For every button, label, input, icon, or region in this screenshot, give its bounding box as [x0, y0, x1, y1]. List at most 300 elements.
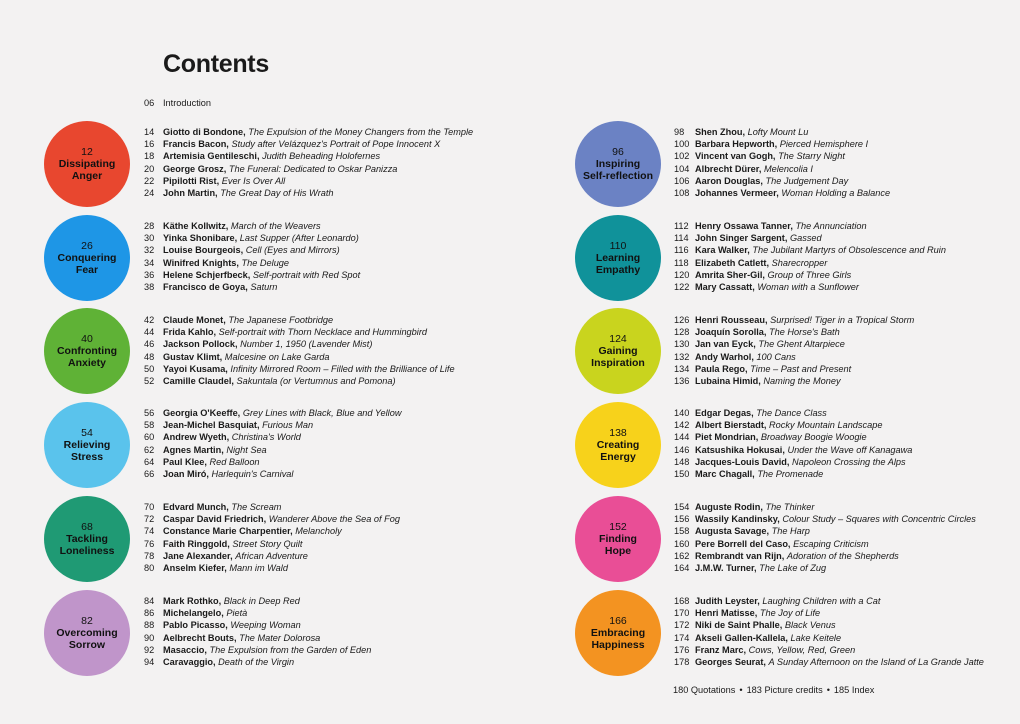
section-badge[interactable] — [575, 590, 661, 676]
section-title-line-1: Conquering — [57, 252, 117, 264]
entry-page-number: 102 — [674, 151, 690, 162]
contents-entry[interactable] — [144, 644, 371, 656]
entry-artist: Frida Kahlo, — [163, 327, 217, 338]
contents-entry[interactable] — [674, 595, 984, 607]
entry-artist: Henri Rousseau, — [695, 315, 768, 325]
entry-page-number: 168 — [674, 596, 690, 606]
contents-entry[interactable] — [674, 244, 946, 256]
entry-artist: Caspar David Friedrich, — [163, 514, 267, 525]
entry-artist: Helene Schjerfbeck, — [163, 269, 251, 280]
entry-artist: Caravaggio, — [163, 657, 216, 668]
contents-entry[interactable] — [144, 407, 401, 419]
contents-entry[interactable] — [144, 431, 401, 443]
entry-artwork-title: Woman with a Sunflower — [757, 282, 859, 293]
section-badge[interactable] — [44, 590, 130, 676]
entry-artwork-title: Cell (Eyes and Mirrors) — [245, 245, 340, 256]
entry-page-number: 76 — [144, 538, 155, 549]
entry-artwork-title: Gassed — [789, 233, 822, 244]
contents-entry[interactable] — [674, 338, 914, 350]
contents-entry[interactable] — [144, 513, 400, 525]
section-badge[interactable] — [575, 402, 661, 488]
contents-entry[interactable] — [674, 538, 976, 550]
contents-entry[interactable] — [144, 351, 455, 363]
entry-artist: Gustav Klimt, — [163, 351, 223, 362]
entry-page-number: 64 — [144, 456, 155, 467]
entry-artist: J.M.W. Turner, — [695, 563, 757, 574]
contents-entry[interactable] — [674, 431, 912, 443]
contents-entry[interactable] — [144, 244, 360, 256]
entry-page-number: 66 — [144, 469, 155, 480]
section-badge[interactable] — [575, 215, 661, 301]
section-page-number: 40 — [81, 333, 93, 345]
section-entry-list — [144, 595, 371, 668]
contents-entry[interactable] — [674, 363, 914, 375]
contents-entry[interactable] — [674, 175, 890, 187]
entry-page-number: 172 — [674, 620, 690, 631]
entry-page-number: 28 — [144, 221, 155, 231]
entry-page-number: 84 — [144, 596, 155, 606]
contents-entry[interactable] — [144, 363, 455, 375]
entry-artist: Lubaina Himid, — [695, 376, 761, 387]
entry-artwork-title: Under the Wave off Kanagawa — [787, 444, 913, 455]
entry-artist: Joaquín Sorolla, — [695, 327, 767, 338]
contents-entry[interactable] — [144, 525, 400, 537]
entry-artist: Mary Cassatt, — [695, 282, 755, 293]
entry-artist: John Singer Sargent, — [695, 233, 788, 244]
entry-artist: Anselm Kiefer, — [163, 563, 227, 574]
section-title-line-2: Anger — [71, 170, 103, 182]
entry-page-number: 88 — [144, 620, 155, 631]
contents-entry[interactable] — [144, 619, 371, 631]
contents-entry[interactable] — [674, 314, 914, 326]
contents-entry[interactable] — [144, 375, 455, 387]
entry-artwork-title: Group of Three Girls — [767, 269, 852, 280]
contents-entry[interactable] — [144, 338, 455, 350]
contents-entry[interactable] — [674, 126, 890, 138]
entry-page-number: 30 — [144, 233, 155, 244]
entry-artwork-title: Escaping Criticism — [793, 538, 869, 549]
entry-page-number: 46 — [144, 339, 155, 350]
contents-entry[interactable] — [674, 419, 912, 431]
entry-artist: Jackson Pollock, — [163, 339, 238, 350]
entry-artwork-title: Naming the Money — [763, 376, 841, 387]
entry-page-number: 148 — [674, 456, 690, 467]
contents-entry[interactable] — [674, 656, 984, 668]
entry-artwork-title: Pierced Hemisphere I — [779, 139, 869, 150]
section-title-line-1: Relieving — [63, 439, 111, 451]
contents-entry[interactable] — [144, 656, 371, 668]
section-title-line-1: Overcoming — [56, 627, 118, 639]
section-page-number: 110 — [609, 240, 627, 252]
entry-artist: Shen Zhou, — [695, 127, 746, 137]
contents-entry[interactable] — [144, 187, 473, 199]
section-badge[interactable] — [575, 121, 661, 207]
entry-artist: Piet Mondrian, — [695, 432, 759, 443]
entry-artwork-title: Woman Holding a Balance — [781, 188, 891, 199]
entry-artist: Joan Miró, — [163, 469, 209, 480]
section-entry-list — [674, 501, 976, 574]
section-entry-list — [144, 501, 400, 574]
entry-artwork-title: Harlequin's Carnival — [211, 469, 294, 480]
entry-page-number: 150 — [674, 469, 690, 480]
section-entry-list — [144, 126, 473, 199]
entry-page-number: 130 — [674, 339, 690, 350]
section-page-number: 82 — [81, 615, 93, 627]
contents-entry[interactable] — [674, 562, 976, 574]
entry-artist: Edgar Degas, — [695, 408, 754, 418]
section-title-line-2: Happiness — [591, 639, 645, 651]
entry-artwork-title: Lofty Mount Lu — [747, 127, 809, 137]
entry-artwork-title: The Great Day of His Wrath — [220, 188, 334, 199]
entry-artwork-title: The Expulsion from the Garden of Eden — [209, 644, 372, 655]
entry-artist: Yayoi Kusama, — [163, 363, 228, 374]
entry-artist: Elizabeth Catlett, — [695, 257, 770, 268]
section-entry-list — [144, 407, 401, 480]
section-title-line-2: Hope — [604, 545, 632, 557]
entry-artwork-title: March of the Weavers — [230, 221, 321, 231]
entry-page-number: 78 — [144, 550, 155, 561]
entry-artwork-title: Mann im Wald — [229, 563, 288, 574]
section-title-line-2: Fear — [75, 264, 99, 276]
contents-entry[interactable] — [674, 407, 912, 419]
entry-artist: Paula Rego, — [695, 363, 748, 374]
section-title-line-2: Energy — [600, 451, 636, 463]
entry-page-number: 118 — [674, 257, 689, 268]
entry-artist: Masaccio, — [163, 644, 207, 655]
section-badge[interactable] — [44, 121, 130, 207]
section-title-line-2: Stress — [70, 451, 104, 463]
entry-artwork-title: The Joy of Life — [759, 608, 821, 619]
section-page-number: 166 — [609, 615, 627, 627]
section-entry-list — [674, 314, 914, 387]
entry-page-number: 162 — [674, 550, 690, 561]
entry-page-number: 52 — [144, 376, 155, 387]
entry-artist: Claude Monet, — [163, 315, 226, 325]
section-page-number: 68 — [81, 521, 93, 533]
entry-artwork-title: 100 Cans — [756, 351, 796, 362]
entry-artist: Albert Bierstadt, — [695, 420, 767, 431]
footer-link[interactable] — [673, 685, 735, 695]
section-page-number: 138 — [609, 427, 627, 439]
entry-artwork-title: The Thinker — [765, 502, 815, 512]
entry-artist: Pere Borrell del Caso, — [695, 538, 791, 549]
entry-artwork-title: The Mater Dolorosa — [239, 632, 321, 643]
entry-page-number: 112 — [674, 221, 689, 231]
entry-page-number: 34 — [144, 257, 155, 268]
entry-artist: Wassily Kandinsky, — [695, 514, 780, 525]
entry-page-number: 128 — [674, 327, 690, 338]
entry-page-number: 142 — [674, 420, 690, 431]
entry-page-number: 16 — [144, 139, 155, 150]
contents-entry[interactable] — [144, 175, 473, 187]
contents-entry[interactable] — [144, 538, 400, 550]
contents-entry[interactable] — [674, 138, 890, 150]
contents-entry[interactable] — [674, 232, 946, 244]
entry-artwork-title: Pietà — [226, 608, 248, 619]
contents-entry[interactable] — [144, 550, 400, 562]
contents-entry[interactable] — [144, 232, 360, 244]
contents-entry[interactable] — [674, 257, 946, 269]
entry-artwork-title: Ever Is Over All — [221, 175, 286, 186]
entry-page-number: 22 — [144, 175, 155, 186]
entry-page-number: 106 — [674, 175, 690, 186]
contents-entry[interactable] — [674, 550, 976, 562]
entry-artwork-title: Melancholy — [295, 526, 342, 537]
entry-artist: Judith Leyster, — [695, 596, 760, 606]
entry-artwork-title: Black Venus — [784, 620, 836, 631]
contents-entry[interactable] — [144, 269, 360, 281]
entry-page-number: 154 — [674, 502, 690, 512]
entry-artwork-title: Weeping Woman — [230, 620, 301, 631]
section-title-line-1: Creating — [596, 439, 640, 451]
entry-page-number: 136 — [674, 376, 690, 387]
intro-entry[interactable] — [144, 98, 211, 108]
section-badge[interactable] — [575, 496, 661, 582]
contents-entry[interactable] — [144, 607, 371, 619]
section-entry-list — [674, 407, 912, 480]
entry-artist: Camille Claudel, — [163, 376, 234, 387]
entry-page-number: 80 — [144, 563, 155, 574]
contents-entry[interactable] — [144, 632, 371, 644]
contents-entry[interactable] — [674, 456, 912, 468]
entry-artwork-title: Self-portrait with Red Spot — [252, 269, 361, 280]
section-entry-list — [144, 314, 455, 387]
entry-artist: Andrew Wyeth, — [163, 432, 230, 443]
entry-artist: Georgia O'Keeffe, — [163, 408, 241, 418]
contents-entry[interactable] — [674, 444, 912, 456]
entry-artwork-title: Study after Velázquez's Portrait of Pope Innocent X — [231, 139, 441, 150]
entry-artwork-title: The Horse's Bath — [769, 327, 840, 338]
entry-artwork-title: Street Story Quilt — [232, 538, 303, 549]
entry-artist: Mark Rothko, — [163, 596, 222, 606]
section-title-line-2: Self-reflection — [582, 170, 653, 182]
entry-artist: Faith Ringgold, — [163, 538, 230, 549]
entry-page-number: 132 — [674, 351, 690, 362]
entry-artwork-title: The Harp — [771, 526, 810, 537]
entry-artwork-title: The Promenade — [757, 469, 824, 480]
intro-label: Introduction — [163, 98, 212, 108]
section-title-line-2: Loneliness — [59, 545, 115, 557]
entry-artist: Niki de Saint Phalle, — [695, 620, 783, 631]
entry-page-number: 140 — [674, 408, 690, 418]
contents-entry[interactable] — [674, 632, 984, 644]
entry-page-number: 48 — [144, 351, 155, 362]
entry-page-number: 116 — [674, 245, 689, 256]
entry-artwork-title: Night Sea — [226, 444, 267, 455]
contents-entry[interactable] — [674, 375, 914, 387]
footer-label: Picture credits — [764, 685, 823, 695]
entry-artwork-title: Colour Study – Squares with Concentric Circles — [782, 514, 976, 525]
entry-artwork-title: Sharecropper — [771, 257, 828, 268]
entry-page-number: 72 — [144, 514, 155, 525]
footer-separator: • — [739, 685, 743, 695]
contents-entry[interactable] — [144, 562, 400, 574]
contents-entry[interactable] — [674, 187, 890, 199]
entry-artist: Jan van Eyck, — [695, 339, 756, 350]
entry-page-number: 144 — [674, 432, 690, 443]
entry-artist: Rembrandt van Rijn, — [695, 550, 785, 561]
entry-artist: Edvard Munch, — [163, 502, 229, 512]
entry-artwork-title: Saturn — [250, 282, 278, 293]
entry-page-number: 146 — [674, 444, 690, 455]
entry-page-number: 176 — [674, 644, 690, 655]
entry-artwork-title: Red Balloon — [209, 456, 260, 467]
contents-entry[interactable] — [674, 501, 976, 513]
entry-artwork-title: The Dance Class — [756, 408, 827, 418]
contents-entry[interactable] — [144, 163, 473, 175]
contents-entry[interactable] — [144, 138, 473, 150]
entry-artist: Francisco de Goya, — [163, 282, 248, 293]
entry-artwork-title: Self-portrait with Thorn Necklace and Hummingbird — [218, 327, 427, 338]
entry-artist: Katsushika Hokusai, — [695, 444, 785, 455]
section-title-line-2: Anxiety — [68, 357, 106, 369]
page-title: Contents — [163, 50, 269, 78]
entry-artwork-title: Broadway Boogie Woogie — [760, 432, 867, 443]
entry-artwork-title: The Expulsion of the Money Changers from the Temple — [248, 127, 474, 137]
entry-page-number: 86 — [144, 608, 155, 619]
entry-artist: Agnes Martin, — [163, 444, 224, 455]
contents-entry[interactable] — [144, 126, 473, 138]
footer-page-number: 180 — [673, 685, 689, 695]
contents-entry[interactable] — [674, 269, 946, 281]
entry-artist: Louise Bourgeois, — [163, 245, 244, 256]
contents-entry[interactable] — [674, 513, 976, 525]
entry-artist: Francis Bacon, — [163, 139, 229, 150]
footer-page-number: 185 — [833, 685, 850, 695]
entry-artist: Johannes Vermeer, — [695, 188, 779, 199]
entry-artist: Giotto di Bondone, — [163, 127, 246, 137]
entry-page-number: 104 — [674, 163, 690, 174]
entry-artwork-title: Adoration of the Shepherds — [786, 550, 899, 561]
footer-label: Quotations — [690, 685, 736, 695]
entry-page-number: 178 — [674, 657, 690, 668]
entry-page-number: 134 — [674, 363, 690, 374]
entry-artwork-title: A Sunday Afternoon on the Island of La Grande Jatte — [768, 657, 984, 668]
contents-entry[interactable] — [674, 351, 914, 363]
entry-artwork-title: Furious Man — [262, 420, 314, 431]
entry-page-number: 108 — [674, 188, 690, 199]
entry-artist: Aelbrecht Bouts, — [163, 632, 237, 643]
entry-artwork-title: The Lake of Zug — [759, 563, 827, 574]
entry-page-number: 74 — [144, 526, 155, 537]
entry-artwork-title: Laughing Children with a Cat — [762, 596, 881, 606]
section-title-line-1: Confronting — [56, 345, 118, 357]
entry-artist: Amrita Sher-Gil, — [695, 269, 765, 280]
contents-entry[interactable] — [144, 220, 360, 232]
contents-entry[interactable] — [674, 525, 976, 537]
entry-page-number: 42 — [144, 315, 155, 325]
contents-entry[interactable] — [144, 468, 401, 480]
contents-entry[interactable] — [144, 281, 360, 293]
entry-artist: Yinka Shonibare, — [163, 233, 238, 244]
contents-entry[interactable] — [674, 326, 914, 338]
section-title-line-1: Finding — [599, 533, 637, 545]
section-entry-list — [144, 220, 360, 293]
footer-label: Index — [851, 685, 875, 695]
entry-artwork-title: Rocky Mountain Landscape — [769, 420, 883, 431]
contents-entry[interactable] — [144, 326, 455, 338]
contents-entry[interactable] — [144, 456, 401, 468]
section-page-number: 54 — [81, 427, 93, 439]
entry-artwork-title: The Starry Night — [778, 151, 845, 162]
contents-entry[interactable] — [674, 281, 946, 293]
entry-artwork-title: Napoleon Crossing the Alps — [792, 456, 906, 467]
entry-artwork-title: Malcesine on Lake Garda — [224, 351, 330, 362]
entry-artwork-title: Infinity Mirrored Room – Filled with the Brilliance of Life — [230, 363, 455, 374]
contents-entry[interactable] — [674, 220, 946, 232]
contents-entry[interactable] — [674, 150, 890, 162]
entry-page-number: 38 — [144, 282, 155, 293]
entry-artwork-title: The Funeral: Dedicated to Oskar Panizza — [228, 163, 398, 174]
section-entry-list — [674, 220, 946, 293]
entry-artist: Jacques-Louis David, — [695, 456, 790, 467]
contents-entry[interactable] — [674, 468, 912, 480]
section-title-line-1: Embracing — [590, 627, 646, 639]
footer-link[interactable] — [834, 685, 874, 695]
entry-artist: Georges Seurat, — [695, 657, 766, 668]
entry-artist: George Grosz, — [163, 163, 227, 174]
entry-artist: Winifred Knights, — [163, 257, 239, 268]
contents-entry[interactable] — [144, 501, 400, 513]
entry-page-number: 122 — [674, 282, 690, 293]
entry-artwork-title: Wanderer Above the Sea of Fog — [268, 514, 400, 525]
entry-page-number: 20 — [144, 163, 155, 174]
section-badge[interactable] — [575, 308, 661, 394]
contents-entry[interactable] — [674, 619, 984, 631]
contents-entry[interactable] — [674, 163, 890, 175]
entry-page-number: 14 — [144, 127, 155, 137]
entry-artwork-title: Judith Beheading Holofernes — [262, 151, 381, 162]
contents-entry[interactable] — [144, 150, 473, 162]
section-badge[interactable] — [44, 496, 130, 582]
contents-entry[interactable] — [144, 257, 360, 269]
section-badge[interactable] — [44, 402, 130, 488]
section-title-line-2: Sorrow — [68, 639, 106, 651]
section-page-number: 152 — [609, 521, 627, 533]
entry-page-number: 170 — [674, 608, 690, 619]
contents-entry[interactable] — [674, 607, 984, 619]
entry-page-number: 18 — [144, 151, 155, 162]
entry-page-number: 160 — [674, 538, 690, 549]
contents-entry[interactable] — [674, 644, 984, 656]
footer-page-number: 183 — [746, 685, 762, 695]
entry-page-number: 56 — [144, 408, 155, 418]
contents-entry[interactable] — [144, 419, 401, 431]
section-title-line-1: Inspiring — [595, 158, 641, 170]
entry-artist: Augusta Savage, — [695, 526, 770, 537]
entry-artwork-title: African Adventure — [235, 550, 308, 561]
entry-page-number: 156 — [674, 514, 690, 525]
entry-artist: Vincent van Gogh, — [695, 151, 776, 162]
entry-artwork-title: Number 1, 1950 (Lavender Mist) — [240, 339, 373, 350]
entry-artist: Artemisia Gentileschi, — [163, 151, 260, 162]
entry-page-number: 58 — [144, 420, 155, 431]
contents-entry[interactable] — [144, 314, 455, 326]
contents-entry[interactable] — [144, 444, 401, 456]
entry-artwork-title: The Deluge — [241, 257, 290, 268]
entry-artist: Henry Ossawa Tanner, — [695, 221, 793, 231]
entry-artist: Käthe Kollwitz, — [163, 221, 229, 231]
entry-artist: Marc Chagall, — [695, 469, 755, 480]
section-badge[interactable] — [44, 215, 130, 301]
section-page-number: 96 — [612, 146, 624, 158]
contents-entry[interactable] — [144, 595, 371, 607]
section-badge[interactable] — [44, 308, 130, 394]
section-entry-list — [674, 126, 890, 199]
footer-link[interactable] — [747, 685, 823, 695]
entry-artist: Jane Alexander, — [163, 550, 233, 561]
entry-artist: Auguste Rodin, — [695, 502, 763, 512]
